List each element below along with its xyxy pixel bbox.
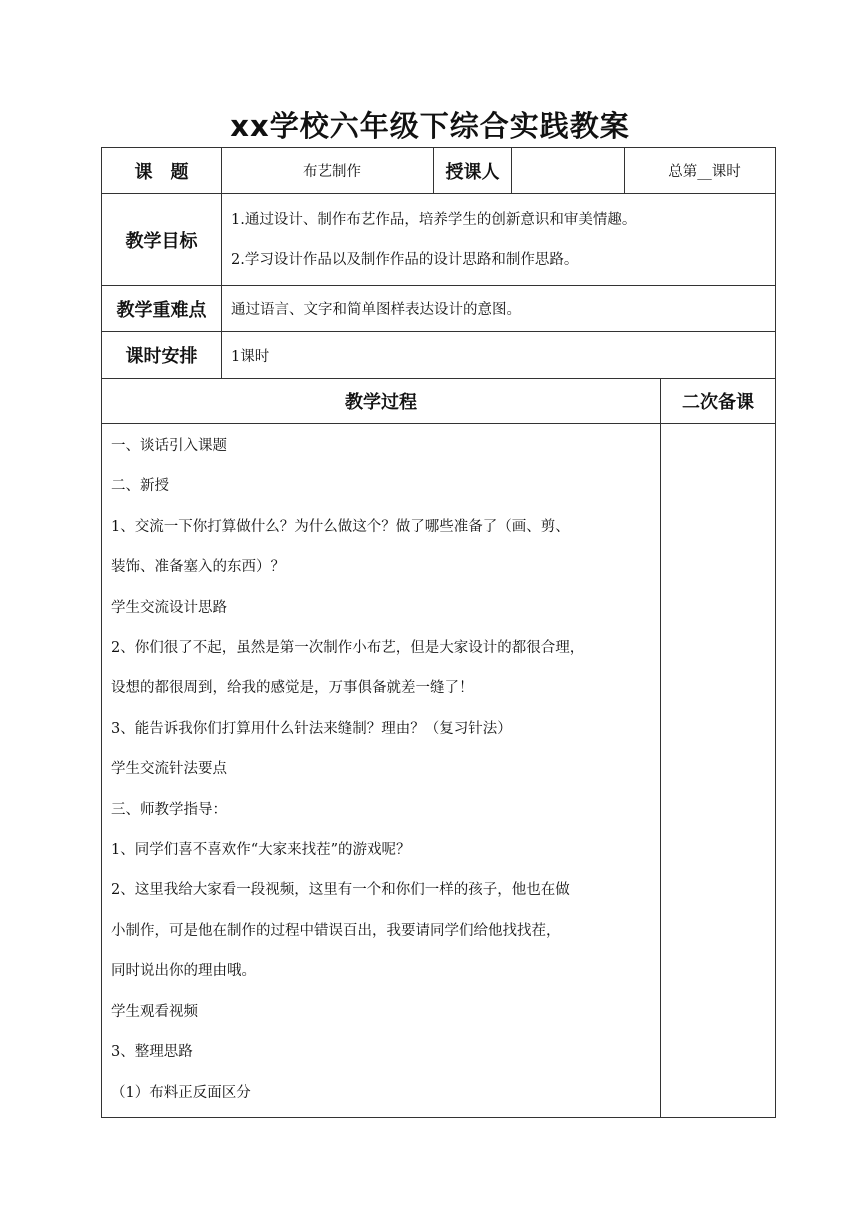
process-line: 2、你们很了不起，虽然是第一次制作小布艺，但是大家设计的都很合理， [111,640,585,657]
process-header-row [102,379,776,424]
key-points-value: 通过语言、文字和简单图样表达设计的意图。 [222,286,776,332]
teacher-label: 授课人 [434,148,512,194]
objective-item: 1.通过设计、制作布艺作品，培养学生的创新意识和审美情趣。 [231,211,637,228]
process-line: 二、新授 [111,478,169,495]
process-line: 同时说出你的理由哦。 [111,963,256,980]
secondary-prep-header: 二次备课 [661,379,776,424]
teacher-value [512,148,625,194]
key-points-label: 教学重难点 [102,286,222,332]
lesson-plan-table [101,147,776,1118]
process-line: 3、能告诉我你们打算用什么针法来缝制？理由？（复习针法） [111,720,512,737]
process-line: 一、谈话引入课题 [111,438,227,454]
objectives-row [102,194,776,286]
process-line: 1、交流一下你打算做什么？为什么做这个？做了哪些准备了（画、剪、 [111,518,570,535]
process-line: 设想的都很周到，给我的感觉是，万事俱备就差一缝了！ [111,680,474,697]
schedule-row [102,332,776,379]
process-line: 2、这里我给大家看一段视频，这里有一个和你们一样的孩子，他也在做 [111,882,570,899]
objectives-content [222,194,776,286]
page-title: xx学校六年级下综合实践教案 [230,109,630,143]
process-content [102,424,661,1118]
objective-item: 2.学习设计作品以及制作作品的设计思路和制作思路。 [231,251,579,268]
process-line: 3、整理思路 [111,1044,193,1061]
process-body-row [102,424,776,1118]
process-line: 学生观看视频 [111,1003,198,1020]
schedule-value: 1课时 [222,332,776,379]
process-line: 学生交流针法要点 [111,761,227,778]
topic-value: 布艺制作 [222,148,434,194]
process-line: 三、师教学指导： [111,801,227,818]
schedule-label: 课时安排 [102,332,222,379]
process-line: 小制作，可是他在制作的过程中错误百出，我要请同学们给他找找茬， [111,922,561,939]
topic-label: 课 题 [102,148,222,194]
secondary-prep-notes [661,424,776,1118]
objectives-label: 教学目标 [102,194,222,286]
process-line: （1）布料正反面区分 [111,1084,251,1101]
process-line: 学生交流设计思路 [111,599,227,616]
key-points-row [102,286,776,332]
process-line: 装饰、准备塞入的东西）？ [111,559,285,576]
lesson-count: 总第__课时 [625,148,776,194]
topic-row [102,148,776,194]
process-line: 1、同学们喜不喜欢作“大家来找茬”的游戏呢？ [111,842,411,859]
process-header: 教学过程 [102,379,661,424]
